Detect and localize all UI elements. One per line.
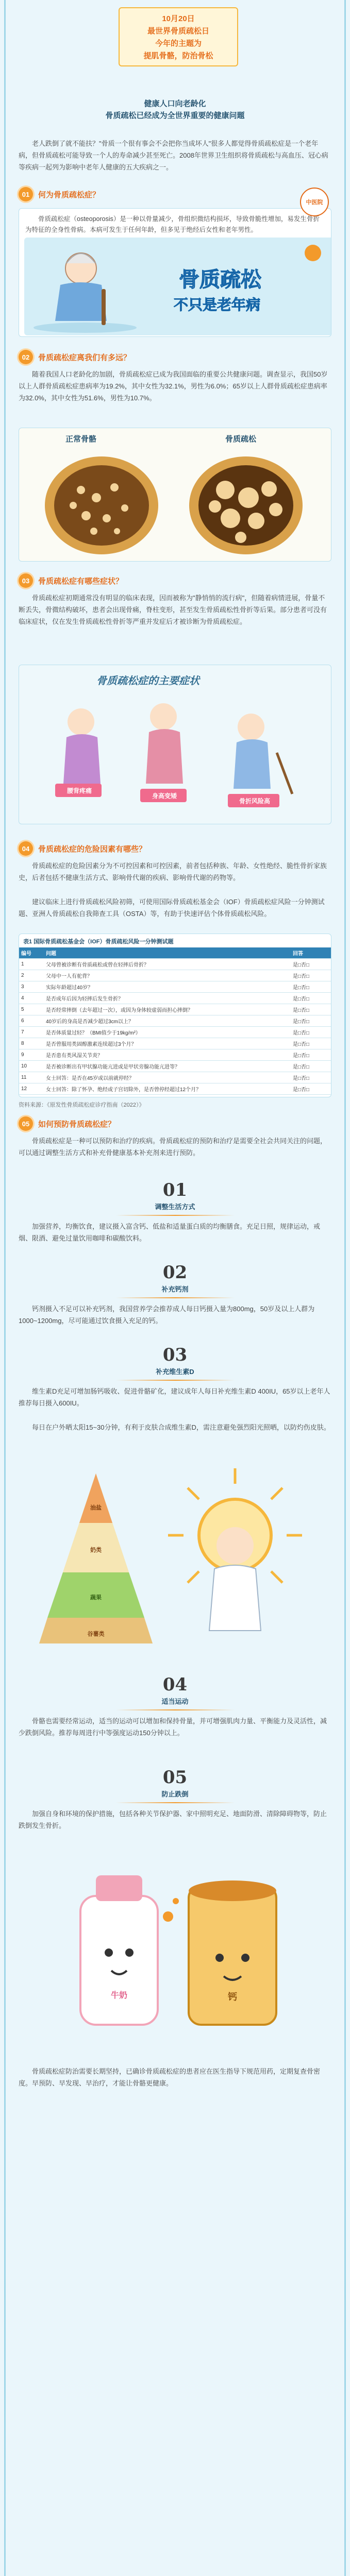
header-line2: 今年的主题为 bbox=[155, 39, 202, 48]
prevention-2-number: 02 bbox=[162, 1262, 188, 1283]
prevention-3 bbox=[0, 1345, 350, 1381]
row-question: 女士回答：是否在45岁或以前就停经？ bbox=[44, 1072, 291, 1083]
row-number: 2 bbox=[19, 970, 44, 981]
section-2-number: 02 bbox=[19, 350, 33, 364]
row-answer: 是□否□ bbox=[291, 1072, 331, 1083]
section-4-title: 骨质疏松症的危险因素有哪些？ bbox=[38, 844, 147, 854]
calcium-panel bbox=[19, 1855, 331, 2050]
row-number: 9 bbox=[19, 1049, 44, 1061]
header-line3: 提肌骨骼，防治骨松 bbox=[143, 52, 213, 60]
prevention-1-text: 加强营养，均衡饮食，建议摄入富含钙、低盐和适量蛋白质的均衡膳食。充足日照，规律运动，戒烟、限酒、避免过量饮用咖啡和碳酸饮料。 bbox=[19, 1223, 321, 1242]
osteoporosis-banner bbox=[19, 208, 331, 337]
row-number: 1 bbox=[19, 959, 44, 970]
risk-table bbox=[19, 947, 331, 1095]
date-header bbox=[119, 7, 238, 66]
row-question: 父母中一人有驼背？ bbox=[44, 970, 291, 981]
row-question: 是否经常摔倒（去年超过一次），或因为身体较虚弱而担心摔倒？ bbox=[44, 1004, 291, 1015]
prevention-5-title: 防止跌倒 bbox=[161, 1790, 189, 1798]
prevention-2-text: 钙剂摄入不足可以补充钙剂，我国营养学会推荐成人每日钙摄入量为800mg，50岁及以上人群为1000~1200mg，尽可能通过饮食摄入充足的钙。 bbox=[19, 1305, 315, 1325]
row-answer: 是□否□ bbox=[291, 1027, 331, 1038]
row-question: 是否被诊断出有甲状腺功能亢进或是甲状旁腺功能亢进等？ bbox=[44, 1061, 291, 1072]
prevention-4 bbox=[0, 1674, 350, 1710]
row-answer: 是□否□ bbox=[291, 981, 331, 993]
table-row bbox=[19, 1061, 331, 1072]
prevention-3-text: 维生素D充足可增加肠钙吸收、促进骨骼矿化，建议成年人每日补充维生素D 400IU，65岁以上老年人推荐每日摄入600IU。 bbox=[19, 1387, 330, 1407]
row-number: 6 bbox=[19, 1015, 44, 1027]
row-question: 40岁后的身高是否减少超过3cm以上？ bbox=[44, 1015, 291, 1027]
bone-compare-panel bbox=[19, 428, 331, 562]
section-2-title: 骨质疏松症离我们有多远？ bbox=[38, 353, 131, 362]
section-5-header bbox=[19, 1115, 115, 1132]
section-1-text: 骨质疏松症（osteoporosis）是一种以骨量减少，骨组织微结构损坏，导致骨脆性增加，易发生骨折为特征的全身性骨病。本病可发生于任何年龄，但多见于绝经后女性和老年男性。 bbox=[25, 215, 320, 234]
pyramid-top-label: 油盐 bbox=[90, 1505, 102, 1511]
header-line1: 最世界骨质疏松日 bbox=[147, 27, 209, 36]
topic-line2: 骨质疏松已经成为全世界重要的健康问题 bbox=[105, 111, 245, 121]
row-question: 是否曾服用类固醇激素连续超过3个月？ bbox=[44, 1038, 291, 1049]
prevention-5 bbox=[0, 1767, 350, 1803]
table-row bbox=[19, 1038, 331, 1049]
calcium-illustration bbox=[19, 1855, 331, 2050]
calcium-label: 钙 bbox=[228, 1992, 237, 2002]
section-5-closing: 骨质疏松症防治需要长期坚持，已确诊骨质疏松症的患者应在医生指导下规范用药，定期复查骨密度。早预防、早发现、早治疗，才能让骨骼更健康。 bbox=[19, 2067, 321, 2087]
symptom-2: 身高变矮 bbox=[152, 792, 177, 800]
risk-table-caption: 表1 国际骨质疏松基金会（IOF）骨质疏松风险一分钟测试题 bbox=[23, 939, 174, 945]
table-row bbox=[19, 1004, 331, 1015]
prevention-1-number: 01 bbox=[162, 1180, 188, 1200]
section-2-text: 随着我国人口老龄化的加剧，骨质疏松症已成为我国面临的重要公共健康问题。调查显示，我国50岁以上人群骨质疏松症患病率为19.2%，其中女性为32.1%，男性为6.0%；65岁以上人群骨质疏松症患病率为32.0%，其中女性为51.6%，男性为10.7%。 bbox=[19, 370, 328, 402]
prevention-1 bbox=[0, 1180, 350, 1216]
section-2-header bbox=[19, 348, 131, 366]
section-3-number: 03 bbox=[19, 573, 33, 588]
section-4-number: 04 bbox=[19, 841, 33, 856]
topic-heading bbox=[15, 98, 335, 122]
row-answer: 是□否□ bbox=[291, 1004, 331, 1015]
diet-panel bbox=[19, 1458, 331, 1664]
row-question: 是否成年后因为轻摔后发生骨折？ bbox=[44, 993, 291, 1004]
row-question: 是否体质量过轻？（BMI值少于19kg/m²） bbox=[44, 1027, 291, 1038]
table-row bbox=[19, 1027, 331, 1038]
row-number: 8 bbox=[19, 1038, 44, 1049]
table-header-answer: 回答 bbox=[291, 947, 331, 959]
table-row bbox=[19, 959, 331, 970]
banner-illustration bbox=[24, 238, 331, 335]
row-answer: 是□否□ bbox=[291, 959, 331, 970]
prevention-1-divider bbox=[116, 1215, 235, 1216]
row-answer: 是□否□ bbox=[291, 1083, 331, 1095]
prevention-5-number: 05 bbox=[162, 1767, 188, 1788]
section-4-text-1: 骨质疏松症的危险因素分为不可控因素和可控因素，前者包括种族、年龄、女性绝经、脆性骨折家族史，后者包括不健康生活方式、影响骨代谢的疾病、影响骨代谢的药物等。 bbox=[19, 862, 327, 882]
prevention-1-title: 调整生活方式 bbox=[155, 1203, 195, 1211]
topic-line1: 健康人口向老龄化 bbox=[144, 99, 206, 108]
milk-label: 牛奶 bbox=[110, 1991, 127, 2000]
intro-text: 老人跌倒了就不能扶？"骨质一个很有事会不会把你当成坏人"很多人都觉得骨质疏松症是一个老年病，但骨质疏松可能导致一个人的寿命减少甚至死亡。2008年世界卫生组织将骨质疏松与高血压、冠心病等疾病一起列为影响中老年人健康的五大疾病之一。 bbox=[19, 140, 328, 171]
row-answer: 是□否□ bbox=[291, 993, 331, 1004]
table-row bbox=[19, 993, 331, 1004]
risk-table-note bbox=[19, 1095, 331, 1097]
prevention-3-text-2: 每日在户外晒太阳15~30分钟，有利于皮肤合成维生素D，需注意避免强烈阳光照晒，以防灼伤皮肤。 bbox=[32, 1423, 330, 1431]
prevention-5-text: 加强自身和环境的保护措施，包括各种关节保护器、家中照明充足、地面防滑、清除障碍物等，防止跌倒发生骨折。 bbox=[19, 1810, 327, 1829]
table-header-no: 编号 bbox=[19, 947, 44, 959]
table-row bbox=[19, 1015, 331, 1027]
prevention-3-divider bbox=[116, 1380, 235, 1381]
hospital-badge: 中医院 bbox=[300, 188, 329, 216]
normal-bone-label: 正常骨骼 bbox=[65, 435, 97, 444]
pyramid-low-label: 蔬果 bbox=[90, 1595, 102, 1601]
row-answer: 是□否□ bbox=[291, 1038, 331, 1049]
row-number: 5 bbox=[19, 1004, 44, 1015]
prevention-2-title: 补充钙剂 bbox=[161, 1285, 189, 1293]
row-question: 女士回答：除了怀孕、绝经或子宫切除外，是否曾停经超过12个月？ bbox=[44, 1083, 291, 1095]
banner-title-svg: 骨质疏松 bbox=[179, 268, 261, 292]
prevention-4-divider bbox=[116, 1709, 235, 1710]
svg-text:不只是老年病: 不只是老年病 bbox=[174, 296, 261, 313]
prevention-4-text: 骨骼也需要经常运动，适当的运动可以增加和保持骨量，并可增强肌肉力量、平衡能力及灵活性，减少跌倒风险。推荐每周进行中等强度运动150分钟以上。 bbox=[19, 1717, 327, 1737]
row-answer: 是□否□ bbox=[291, 1049, 331, 1061]
table-source: 资料来源：《原发性骨质疏松症诊疗指南（2022）》 bbox=[19, 1102, 145, 1108]
section-5-intro: 骨质疏松症是一种可以预防和治疗的疾病。骨质疏松症的预防和治疗是需要全社会共同关注的问题，可以通过调整生活方式和补充骨健康基本补充剂来进行预防。 bbox=[19, 1137, 327, 1157]
row-answer: 是□否□ bbox=[291, 970, 331, 981]
row-number: 12 bbox=[19, 1083, 44, 1095]
symptom-1: 腰背疼痛 bbox=[66, 787, 92, 794]
row-question: 实际年龄超过40岁？ bbox=[44, 981, 291, 993]
prevention-2-divider bbox=[116, 1297, 235, 1298]
risk-table-panel bbox=[19, 934, 331, 1097]
pyramid-base-label: 谷薯类 bbox=[87, 1631, 105, 1637]
prevention-4-number: 04 bbox=[162, 1674, 188, 1695]
symptoms-panel bbox=[19, 665, 331, 824]
pyramid-mid-label: 奶类 bbox=[90, 1547, 102, 1553]
row-answer: 是□否□ bbox=[291, 1015, 331, 1027]
table-row bbox=[19, 1072, 331, 1083]
symptoms-title: 骨质疏松症的主要症状 bbox=[96, 675, 199, 687]
section-4-text-2: 建议临床上进行骨质疏松风险初筛，可使用国际骨质疏松基金会（IOF）骨质疏松症风险一分钟测试题、亚洲人骨质疏松自我筛查工具（OSTA）等，有助于快速评估个体骨质疏松风险。 bbox=[19, 898, 325, 918]
table-row bbox=[19, 970, 331, 981]
row-number: 10 bbox=[19, 1061, 44, 1072]
prevention-2 bbox=[0, 1262, 350, 1298]
prevention-5-divider bbox=[116, 1802, 235, 1803]
section-1-title: 何为骨质疏松症？ bbox=[38, 190, 101, 199]
diet-illustration bbox=[19, 1458, 331, 1664]
row-number: 4 bbox=[19, 993, 44, 1004]
bone-compare-svg bbox=[29, 449, 322, 557]
table-row bbox=[19, 1083, 331, 1095]
prevention-4-title: 适当运动 bbox=[161, 1698, 189, 1705]
header-date: 10月20日 bbox=[162, 14, 195, 23]
section-3-header bbox=[19, 572, 123, 589]
row-number: 3 bbox=[19, 981, 44, 993]
section-4-header bbox=[19, 840, 146, 857]
osteoporosis-bone-label: 骨质疏松 bbox=[225, 435, 257, 444]
risk-table-body bbox=[19, 959, 331, 1095]
prevention-3-number: 03 bbox=[162, 1345, 188, 1365]
row-answer: 是□否□ bbox=[291, 1061, 331, 1072]
section-5-title: 如何预防骨质疏松症？ bbox=[38, 1120, 116, 1129]
table-header-question: 问题 bbox=[44, 947, 291, 959]
section-3-title: 骨质疏松症有哪些症状？ bbox=[38, 577, 124, 586]
section-1-header bbox=[19, 185, 100, 203]
spacer-panel bbox=[19, 2117, 331, 2576]
row-number: 11 bbox=[19, 1072, 44, 1083]
row-question: 父母曾被诊断有骨质疏松或曾在轻摔后骨折？ bbox=[44, 959, 291, 970]
section-3-text: 骨质疏松症初期通常没有明显的临床表现，因而被称为"静悄悄的流行病"，但随着病情进展，骨量不断丢失，骨微结构破坏，患者会出现骨痛，脊柱变形，甚至发生骨质疏松性骨折等后果。部分患者可没有临床症状，仅在发生骨质疏松性骨折等严重并发症后才被诊断为骨质疏松症。 bbox=[19, 594, 327, 625]
row-number: 7 bbox=[19, 1027, 44, 1038]
table-row bbox=[19, 981, 331, 993]
row-question: 是否患有类风湿关节炎？ bbox=[44, 1049, 291, 1061]
table-row bbox=[19, 1049, 331, 1061]
section-5-number: 05 bbox=[19, 1116, 33, 1131]
section-1-number: 01 bbox=[19, 187, 33, 201]
symptom-3: 骨折风险高 bbox=[239, 798, 270, 805]
prevention-3-title: 补充维生素D bbox=[156, 1368, 194, 1376]
